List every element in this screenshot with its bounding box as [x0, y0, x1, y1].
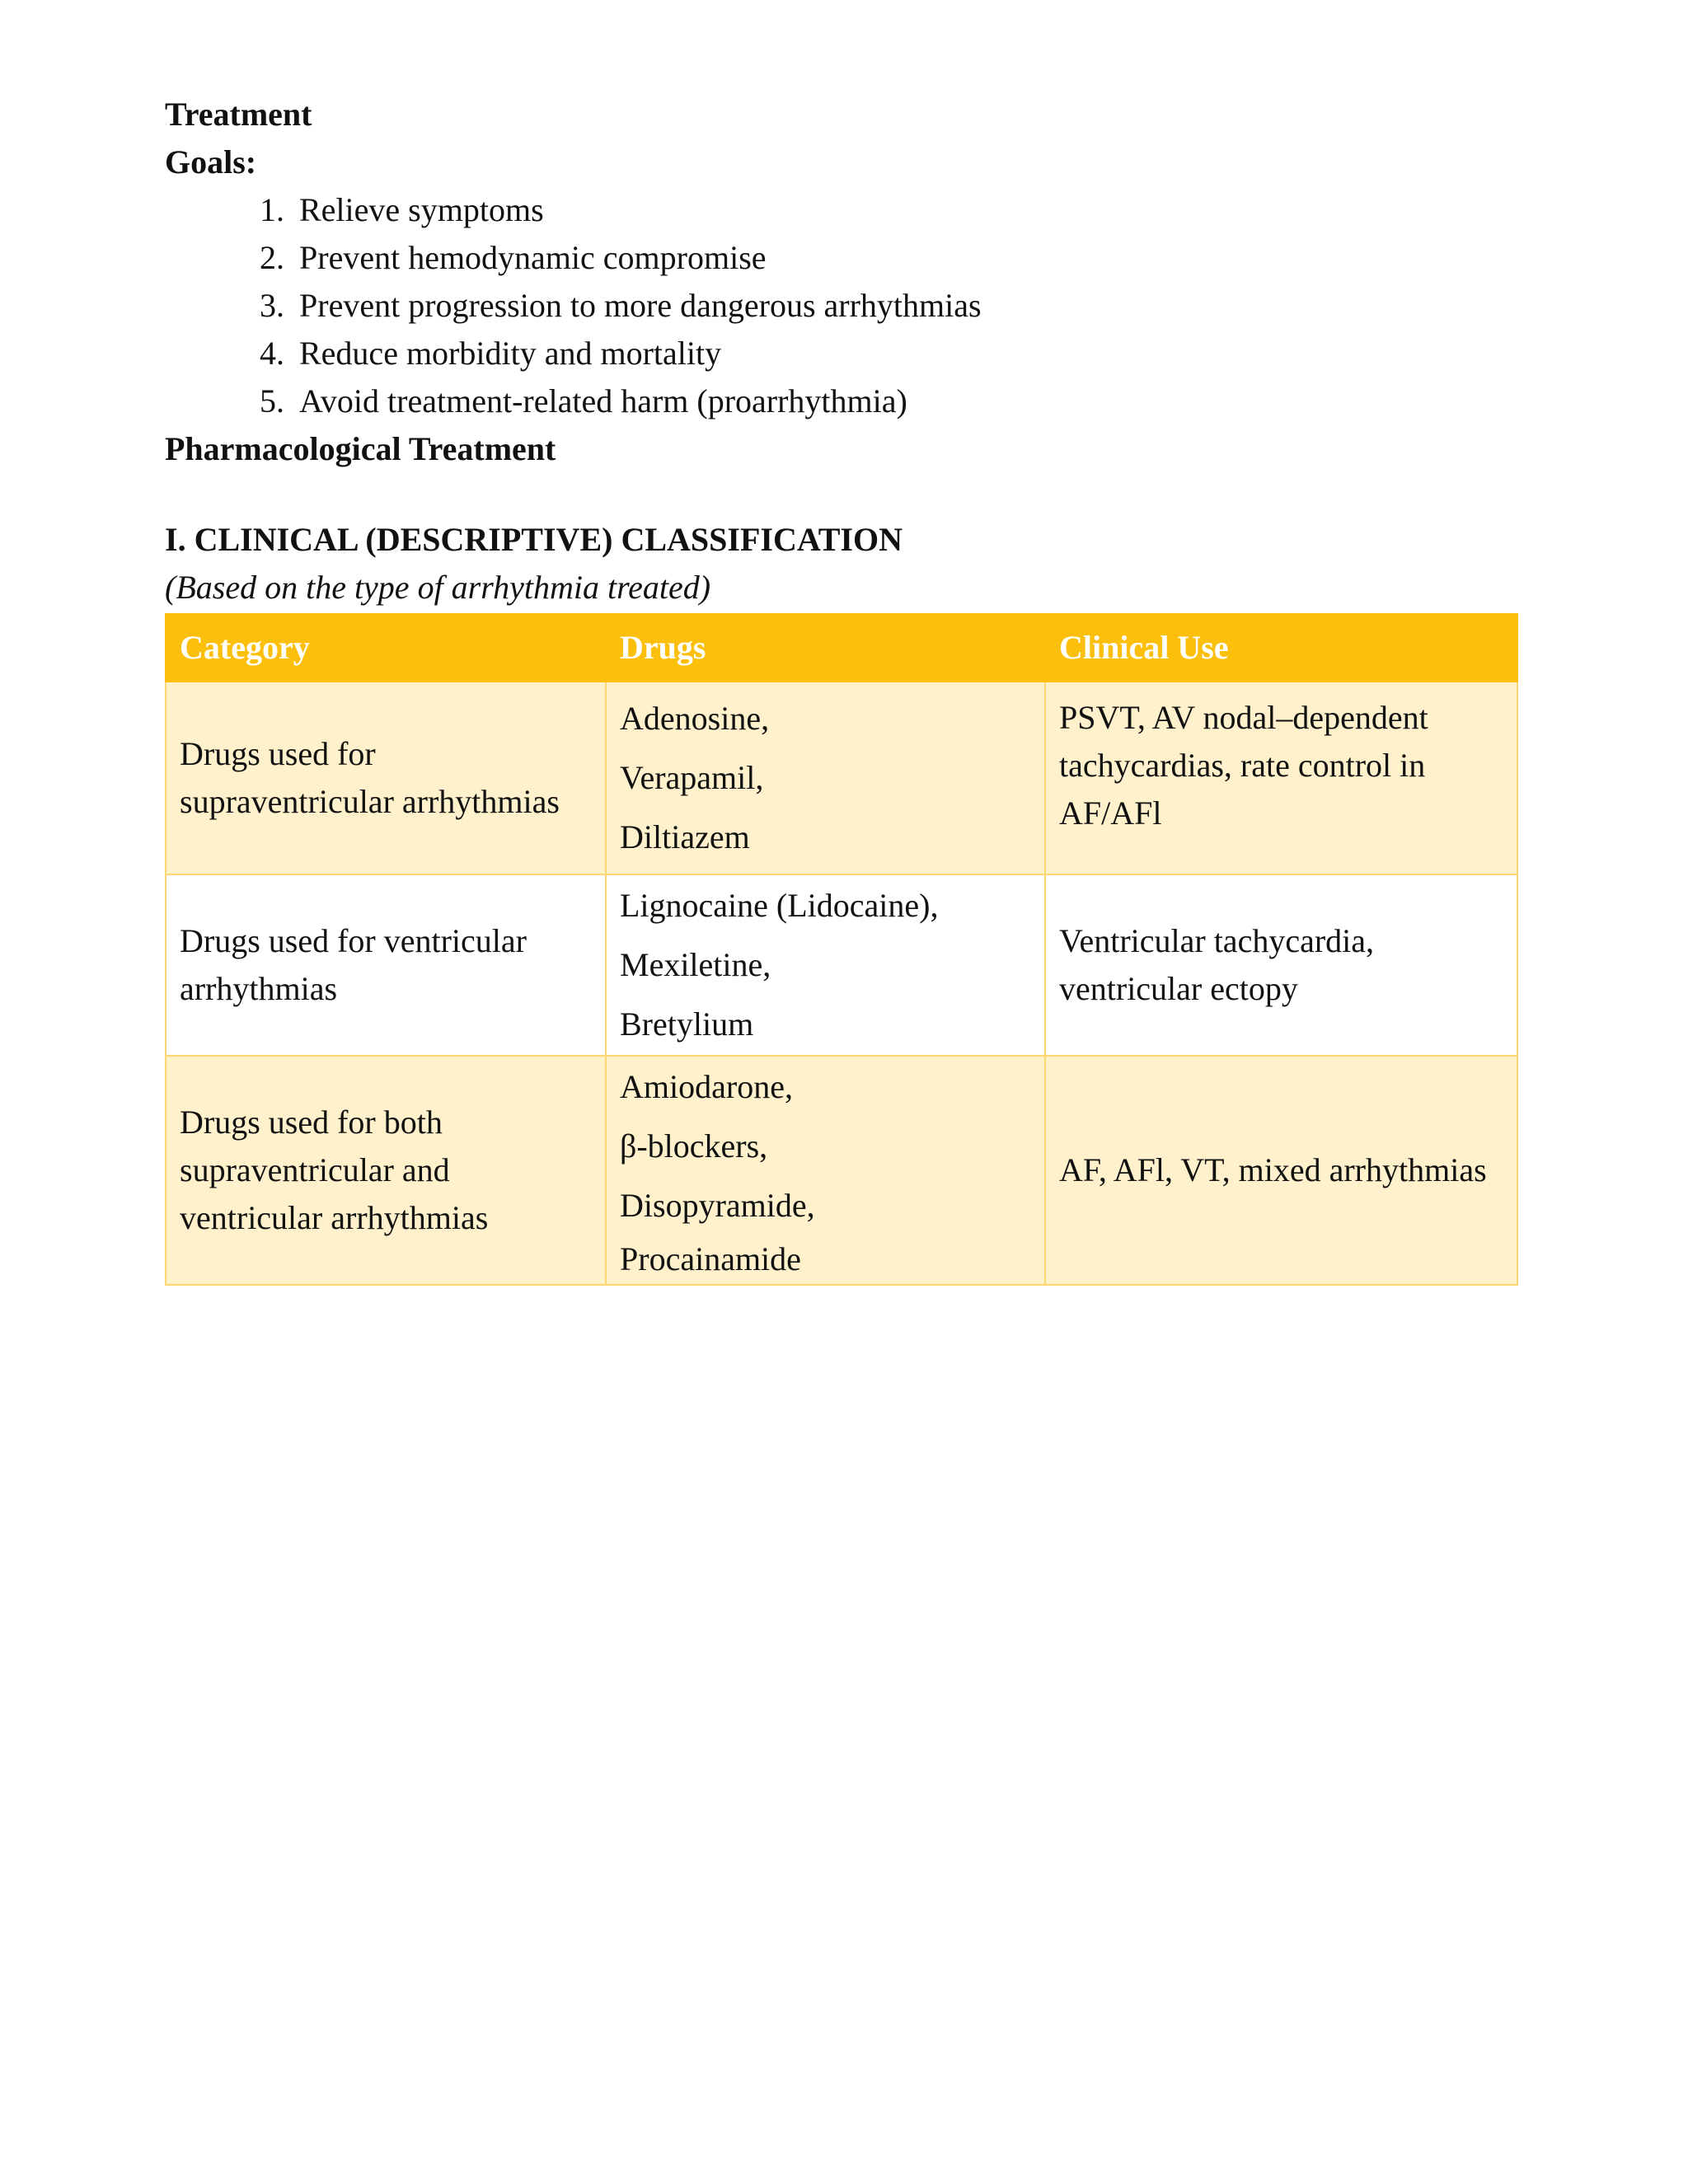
drug-name: Verapamil,: [620, 759, 764, 796]
clinical-use-cell: PSVT, AV nodal–dependent tachycardias, rate control in AF/AFl: [1045, 682, 1517, 874]
table-header-row: [166, 614, 1517, 682]
section-subtitle: (Based on the type of arrhythmia treated): [165, 569, 711, 606]
drugs-cell: [606, 874, 1045, 1056]
drug-name: Lignocaine (Lidocaine),: [620, 887, 939, 924]
drug-name: Diltiazem: [620, 818, 750, 855]
clinical-use-cell: Ventricular tachycardia, ventricular ectopy: [1045, 874, 1517, 1056]
drug-name: Disopyramide,: [620, 1187, 815, 1224]
drug-name: Mexiletine,: [620, 946, 771, 983]
drug-name: Adenosine,: [620, 700, 770, 737]
category-cell: Drugs used for both supraventricular and ventricular arrhythmias: [166, 1056, 606, 1285]
goal-item: 1. Relieve symptoms: [293, 186, 1517, 234]
table-row: [166, 874, 1517, 1056]
heading-goals: Goals:: [165, 143, 257, 180]
drug-name: Procainamide: [620, 1240, 801, 1277]
drug-name: Amiodarone,: [620, 1068, 793, 1105]
table-row: [166, 1056, 1517, 1285]
goal-item: 5. Avoid treatment-related harm (proarrhythmia): [293, 377, 1517, 425]
heading-treatment: Treatment: [165, 96, 312, 133]
header-clinical-use: Clinical Use: [1045, 614, 1517, 682]
goal-item: 2. Prevent hemodynamic compromise: [293, 234, 1517, 282]
header-category: Category: [166, 614, 606, 682]
table-row: [166, 682, 1517, 874]
category-cell: Drugs used for ventricular arrhythmias: [166, 874, 606, 1056]
heading-pharmacological: Pharmacological Treatment: [165, 430, 556, 467]
goal-item: 4. Reduce morbidity and mortality: [293, 330, 1517, 377]
goals-list: [165, 186, 1517, 425]
classification-table: [165, 613, 1518, 1286]
spacer: [165, 473, 1517, 516]
drugs-cell: [606, 682, 1045, 874]
drugs-cell: [606, 1056, 1045, 1285]
section-title: I. CLINICAL (DESCRIPTIVE) CLASSIFICATION: [165, 521, 903, 558]
document-page: [165, 91, 1517, 1286]
drug-name: Bretylium: [620, 1005, 754, 1043]
goal-item: 3. Prevent progression to more dangerous arrhythmias: [293, 282, 1517, 330]
category-cell: Drugs used for supraventricular arrhythmias: [166, 682, 606, 874]
clinical-use-cell: AF, AFl, VT, mixed arrhythmias: [1045, 1056, 1517, 1285]
drug-name: β-blockers,: [620, 1127, 768, 1165]
header-drugs: Drugs: [606, 614, 1045, 682]
